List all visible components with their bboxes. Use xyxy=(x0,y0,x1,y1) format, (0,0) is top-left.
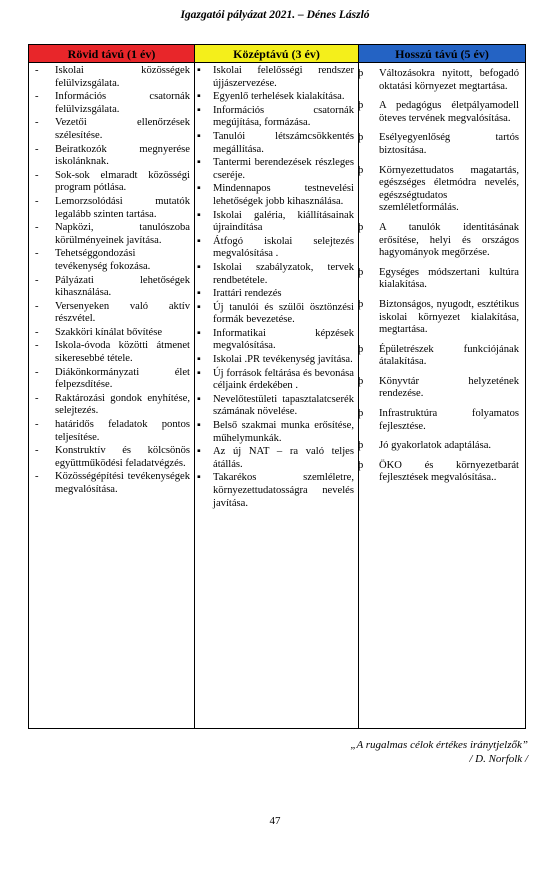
list-item xyxy=(195,262,354,287)
list-item-text: Informatikai képzések megvalósítása. xyxy=(213,327,354,352)
list-item-text: Napközi, tanulószoba körülményeinek javítása. xyxy=(55,222,190,246)
long-term-list xyxy=(359,63,525,485)
bullet-icon: ▪ xyxy=(197,235,201,247)
list-item-text: Esélyegyenlőség tartós biztosítása. xyxy=(379,132,519,156)
list-item-text: Szakköri kínálat bővítése xyxy=(55,326,163,338)
list-item xyxy=(29,222,190,247)
list-item-text: Információs csatornák megújítása, formázása. xyxy=(213,104,354,129)
list-item xyxy=(29,196,190,221)
list-item xyxy=(195,91,354,104)
list-item xyxy=(195,368,354,393)
bullet-icon: - xyxy=(35,222,39,234)
list-item-text: Tanulói létszámcsökkentés megállítása. xyxy=(213,130,354,155)
list-item-text: Beiratkozók megnyerése iskolánknak. xyxy=(55,143,190,168)
list-item xyxy=(29,91,190,116)
bullet-icon: ▪ xyxy=(197,472,201,484)
list-item-text: Egyenlő terhelések kialakítása. xyxy=(213,91,345,103)
list-item xyxy=(195,446,354,471)
list-item xyxy=(29,275,190,300)
list-item xyxy=(195,394,354,419)
bullet-icon: ▪ xyxy=(197,209,201,221)
list-item xyxy=(359,68,519,93)
list-item-text: Iskolai felelősségi rendszer újjászervezése. xyxy=(213,65,354,89)
list-item-text: Vezetői ellenőrzések szélesítése. xyxy=(55,117,190,141)
bullet-icon: - xyxy=(35,392,39,404)
list-item-text: Átfogó iskolai selejtezés megvalósítása . xyxy=(213,235,354,260)
list-item-text: A tanulók identitásának erősítése, helyi és országos hagyományok megőrzése. xyxy=(379,221,519,259)
column-short-term xyxy=(29,45,194,728)
list-item xyxy=(29,393,190,418)
goals-table xyxy=(28,44,526,729)
list-item xyxy=(359,376,519,401)
list-item-text: Környezettudatos magatartás, egészséges életmódra nevelés, egészségtudatos szemléletformálás. xyxy=(379,164,519,214)
list-item xyxy=(195,288,354,301)
bullet-icon: þ xyxy=(358,100,364,112)
bullet-icon: - xyxy=(35,340,39,352)
quote-author: / D. Norfolk / xyxy=(469,753,528,765)
bullet-icon: - xyxy=(35,195,39,207)
list-item xyxy=(29,301,190,326)
bullet-icon: ▪ xyxy=(197,65,201,76)
list-item xyxy=(359,132,519,157)
bullet-icon: - xyxy=(35,419,39,431)
list-item xyxy=(29,367,190,392)
bullet-icon: þ xyxy=(358,343,364,355)
list-item-text: Változásokra nyitott, befogadó oktatási környezet megtartása. xyxy=(379,68,519,92)
list-item-text: Lemorzsolódási mutatók legalább szinten tartása. xyxy=(55,195,190,220)
list-item-text: Közösségépítési tevékenységek megvalósítása. xyxy=(55,471,190,495)
bullet-icon: - xyxy=(35,143,39,155)
bullet-icon: - xyxy=(35,91,39,103)
list-item xyxy=(195,472,354,510)
list-item xyxy=(29,445,190,470)
mid-term-list xyxy=(195,63,358,510)
list-item xyxy=(195,183,354,208)
bullet-icon: ▪ xyxy=(197,130,201,142)
bullet-icon: ▪ xyxy=(197,183,201,195)
list-item-text: Sok-sok elmaradt közösségi program pótlása. xyxy=(55,169,190,194)
list-item-text: Diákönkormányzati élet felpezsdítése. xyxy=(55,366,190,391)
bullet-icon: þ xyxy=(358,132,364,144)
list-item-text: Tantermi berendezések részleges cseréje. xyxy=(213,157,354,181)
bullet-icon: ▪ xyxy=(197,261,201,273)
bullet-icon: ▪ xyxy=(197,157,201,169)
quote xyxy=(350,738,528,766)
list-item xyxy=(195,210,354,235)
list-item-text: Nevelőtestületi tapasztalatcserék számának növelése. xyxy=(213,393,354,418)
list-item xyxy=(29,340,190,365)
list-item xyxy=(29,65,190,90)
bullet-icon: ▪ xyxy=(197,420,201,432)
list-item-text: Iskolai közösségek felülvizsgálata. xyxy=(55,65,190,89)
bullet-icon: þ xyxy=(358,68,364,79)
bullet-icon: þ xyxy=(358,375,364,387)
list-item-text: Mindennapos testnevelési lehetőségek jobb kihasználása. xyxy=(213,183,354,207)
list-item xyxy=(195,236,354,261)
bullet-icon: ▪ xyxy=(197,288,201,300)
list-item-text: Jó gyakorlatok adaptálása. xyxy=(379,440,492,452)
list-item-text: Új tanulói és szülői ösztönzési formák bevezetése. xyxy=(213,301,354,326)
list-item xyxy=(359,267,519,292)
bullet-icon: ▪ xyxy=(197,104,201,116)
column-mid-term xyxy=(194,45,358,728)
list-item-text: Iskolai .PR tevékenység javítása. xyxy=(213,354,353,366)
list-item xyxy=(359,440,519,453)
list-item-text: A pedagógus életpályamodell öteves tervének megvalósítása. xyxy=(379,100,519,124)
list-item xyxy=(359,165,519,215)
list-item xyxy=(29,117,190,142)
page-number: 47 xyxy=(269,815,281,827)
bullet-icon: þ xyxy=(358,459,364,471)
list-item-text: Épületrészek funkciójának átalakítása. xyxy=(379,343,519,368)
list-item-text: határidős feladatok pontos teljesítése. xyxy=(55,419,190,443)
bullet-icon: - xyxy=(35,248,39,260)
list-item xyxy=(359,408,519,433)
list-item-text: Pályázati lehetőségek kihasználása. xyxy=(55,274,190,299)
list-item xyxy=(29,144,190,169)
list-item xyxy=(359,100,519,125)
list-item xyxy=(195,420,354,445)
bullet-icon: ▪ xyxy=(197,446,201,458)
list-item-text: Egységes módszertani kultúra kialakítása. xyxy=(379,266,519,291)
bullet-icon: - xyxy=(35,117,39,129)
bullet-icon: þ xyxy=(358,221,364,233)
bullet-icon: - xyxy=(35,326,39,338)
list-item xyxy=(359,299,519,337)
list-item-text: Tehetséggondozási tevékenység fokozása. xyxy=(55,248,151,272)
bullet-icon: - xyxy=(35,169,39,181)
bullet-icon: ▪ xyxy=(197,367,201,379)
list-item-text: Iskola-óvoda közötti átmenet sikeresebbé tétele. xyxy=(55,340,190,365)
bullet-icon: ▪ xyxy=(197,301,201,313)
list-item xyxy=(195,354,354,367)
list-item-text: Iskolai szabályzatok, tervek rendbetétele. xyxy=(213,261,354,286)
bullet-icon: ▪ xyxy=(197,354,201,366)
list-item-text: Versenyeken való aktív részvétel. xyxy=(55,300,190,325)
list-item-text: Új források feltárása és bevonása céljaink érdekében . xyxy=(213,367,354,392)
list-item xyxy=(29,170,190,195)
list-item-text: Biztonságos, nyugodt, esztétikus iskolai környezet kialakítása, megtartása. xyxy=(379,298,519,336)
list-item-text: Takarékos szemléletre, környezettudatosságra nevelés javítása. xyxy=(213,472,354,509)
list-item xyxy=(29,327,190,340)
column-header-long-term: Hosszú távú (5 év) xyxy=(359,45,525,63)
bullet-icon: - xyxy=(35,366,39,378)
bullet-icon: ▪ xyxy=(197,393,201,405)
list-item-text: Könyvtár helyzetének rendezése. xyxy=(379,375,519,400)
list-item-text: Raktározási gondok enyhítése, selejtezés. xyxy=(55,392,190,417)
list-item xyxy=(195,328,354,353)
bullet-icon: - xyxy=(35,300,39,312)
bullet-icon: þ xyxy=(358,440,364,452)
list-item xyxy=(359,460,519,485)
list-item-text: Információs csatornák felülvizsgálata. xyxy=(55,91,190,115)
bullet-icon: ▪ xyxy=(197,327,201,339)
list-item xyxy=(29,248,190,273)
list-item xyxy=(195,302,354,327)
short-term-list xyxy=(29,63,194,497)
bullet-icon: - xyxy=(35,445,39,457)
list-item xyxy=(195,131,354,156)
list-item xyxy=(29,471,190,496)
list-item xyxy=(195,65,354,90)
list-item-text: Infrastruktúra folyamatos fejlesztése. xyxy=(379,408,519,432)
column-header-short-term: Rövid távú (1 év) xyxy=(29,45,194,63)
list-item xyxy=(195,105,354,130)
bullet-icon: - xyxy=(35,65,39,76)
list-item xyxy=(29,419,190,444)
bullet-icon: - xyxy=(35,274,39,286)
quote-text: „A rugalmas célok értékes iránytjelzők” xyxy=(350,739,528,751)
bullet-icon: ▪ xyxy=(197,91,201,103)
column-header-mid-term: Középtávú (3 év) xyxy=(195,45,358,63)
list-item xyxy=(359,344,519,369)
list-item-text: ÖKO és környezetbarát fejlesztések megvalósítása.. xyxy=(379,459,519,484)
list-item xyxy=(195,157,354,182)
list-item-text: Az új NAT – ra való teljes átállás. xyxy=(213,446,354,470)
list-item-text: Irattári rendezés xyxy=(213,288,282,300)
list-item-text: Konstruktív és kölcsönös együttműködési feladatvégzés. xyxy=(55,445,190,469)
list-item-text: Belső szakmai munka erősítése, műhelymunkák. xyxy=(213,420,354,444)
page-header: Igazgatói pályázat 2021. – Dénes László xyxy=(180,9,370,21)
column-long-term xyxy=(358,45,525,728)
bullet-icon: þ xyxy=(358,298,364,310)
bullet-icon: þ xyxy=(358,408,364,420)
bullet-icon: - xyxy=(35,471,39,483)
bullet-icon: þ xyxy=(358,164,364,176)
list-item xyxy=(359,222,519,260)
bullet-icon: þ xyxy=(358,266,364,278)
list-item-text: Iskolai galéria, kiállításainak újraindítása xyxy=(213,209,354,234)
